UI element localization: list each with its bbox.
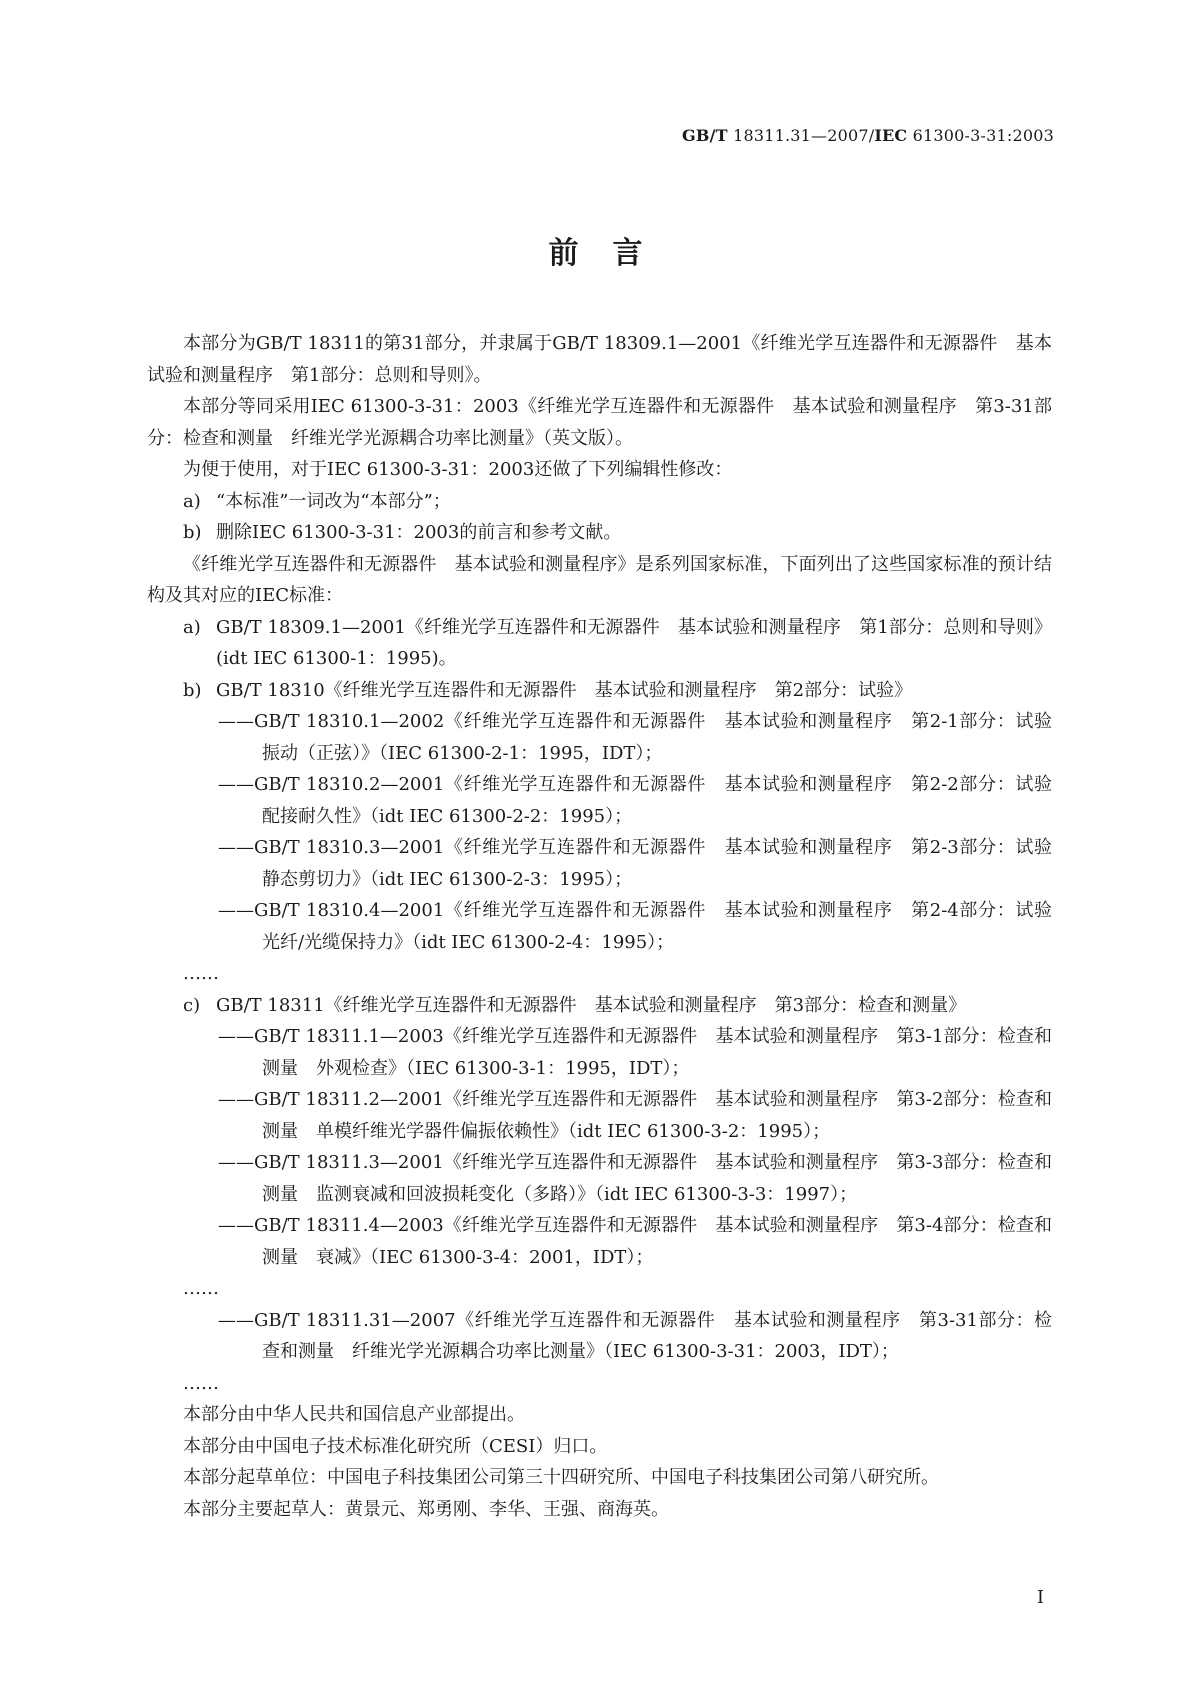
paragraph-drafters: 本部分主要起草人：黄景元、郑勇刚、李华、王强、商海英。 (183, 1498, 669, 1520)
edit-item-b (147, 517, 1052, 549)
series-item-b (147, 675, 1052, 707)
paragraph-adoption: 本部分等同采用IEC 61300-3-31：2003《纤维光学互连器件和无源器件 基本试验和测量程序 第3-31部分：检查和测量 纤维光学光源耦合功率比测量》（英文版）。 (147, 396, 1052, 449)
list-marker: a) (183, 616, 201, 638)
list-marker: b) (183, 679, 202, 701)
list-item-text: GB/T 18309.1—2001《纤维光学互连器件和无源器件 基本试验和测量程序 第1部分：总则和导则》(idt IEC 61300-1：1995)。 (216, 616, 1052, 669)
series-item-c (147, 990, 1052, 1022)
series-b-sub-4: ——GB/T 18310.4—2001《纤维光学互连器件和无源器件 基本试验和测量程序 第2-4部分：试验 光纤/光缆保持力》（idt IEC 61300-2-4：1995）； (218, 900, 1070, 953)
paragraph-centralized: 本部分由中国电子技术标准化研究所（CESI）归口。 (183, 1435, 608, 1457)
list-item-text: GB/T 18310《纤维光学互连器件和无源器件 基本试验和测量程序 第2部分：试验》 (216, 679, 913, 701)
series-c-sub-31: ——GB/T 18311.31—2007《纤维光学互连器件和无源器件 基本试验和测量程序 第3-31部分：检查和测量 纤维光学光源耦合功率比测量》（IEC 61300-3-31：2003，IDT）； (218, 1309, 1052, 1362)
paragraph-drafting-units: 本部分起草单位：中国电子科技集团公司第三十四研究所、中国电子科技集团公司第八研究所。 (183, 1467, 939, 1488)
page-title: 前言 (548, 236, 677, 271)
ellipsis-3: …… (183, 1372, 219, 1394)
ellipsis-2: …… (183, 1278, 219, 1299)
series-item-a (147, 612, 1052, 675)
list-marker: b) (183, 522, 202, 543)
list-marker: c) (183, 994, 201, 1016)
gb-number: 18311.31—2007/ (727, 126, 875, 145)
list-marker: a) (183, 490, 201, 512)
series-c-sub-2: ——GB/T 18311.2—2001《纤维光学互连器件和无源器件 基本试验和测量程序 第3-2部分：检查和测量 单模纤维光学器件偏振依赖性》（idt IEC 61300-3-2：1995）； (218, 1089, 1052, 1142)
ellipsis-1: …… (183, 963, 219, 984)
list-item-text: GB/T 18311《纤维光学互连器件和无源器件 基本试验和测量程序 第3部分：检查和测量》 (216, 994, 967, 1016)
paragraph-edits-intro: 为便于使用，对于IEC 61300-3-31：2003还做了下列编辑性修改： (183, 459, 733, 480)
series-b-sub-1: ——GB/T 18310.1—2002《纤维光学互连器件和无源器件 基本试验和测量程序 第2-1部分：试验 振动（正弦）》（IEC 61300-2-1：1995，IDT）； (218, 711, 1070, 764)
page-number: I (1036, 1587, 1044, 1608)
paragraph-scope: 本部分为GB/T 18311的第31部分，并隶属于GB/T 18309.1—2001《纤维光学互连器件和无源器件 基本试验和测量程序 第1部分：总则和导则》。 (147, 333, 1052, 386)
series-c-sub-3: ——GB/T 18311.3—2001《纤维光学互连器件和无源器件 基本试验和测量程序 第3-3部分：检查和测量 监测衰减和回波损耗变化（多路）》（idt IEC 61300-3-3：1997）； (218, 1152, 1052, 1205)
iec-prefix: IEC (874, 126, 908, 145)
list-item-text: 删除IEC 61300-3-31：2003的前言和参考文献。 (216, 522, 622, 543)
series-c-sub-1: ——GB/T 18311.1—2003《纤维光学互连器件和无源器件 基本试验和测量程序 第3-1部分：检查和测量 外观检查》（IEC 61300-3-1：1995，IDT）； (218, 1026, 1052, 1079)
gb-prefix: GB/T (682, 126, 728, 145)
iec-number: 61300-3-31:2003 (907, 126, 1054, 145)
list-item-text: “本标准”一词改为“本部分”； (216, 490, 451, 512)
standard-code-header (682, 126, 1054, 145)
series-b-sub-2: ——GB/T 18310.2—2001《纤维光学互连器件和无源器件 基本试验和测量程序 第2-2部分：试验 配接耐久性》（idt IEC 61300-2-2：1995）； (218, 774, 1070, 827)
series-b-sub-3: ——GB/T 18310.3—2001《纤维光学互连器件和无源器件 基本试验和测量程序 第2-3部分：试验 静态剪切力》（idt IEC 61300-2-3：1995）； (218, 837, 1070, 890)
document-body (147, 328, 1070, 1525)
paragraph-proposer: 本部分由中华人民共和国信息产业部提出。 (183, 1404, 525, 1425)
edit-item-a (147, 486, 1052, 518)
series-c-sub-4: ——GB/T 18311.4—2003《纤维光学互连器件和无源器件 基本试验和测量程序 第3-4部分：检查和测量 衰减》（IEC 61300-3-4：2001，IDT）； (218, 1215, 1052, 1268)
paragraph-series-intro: 《纤维光学互连器件和无源器件 基本试验和测量程序》是系列国家标准，下面列出了这些国家标准的预计结构及其对应的IEC标准： (147, 553, 1052, 606)
